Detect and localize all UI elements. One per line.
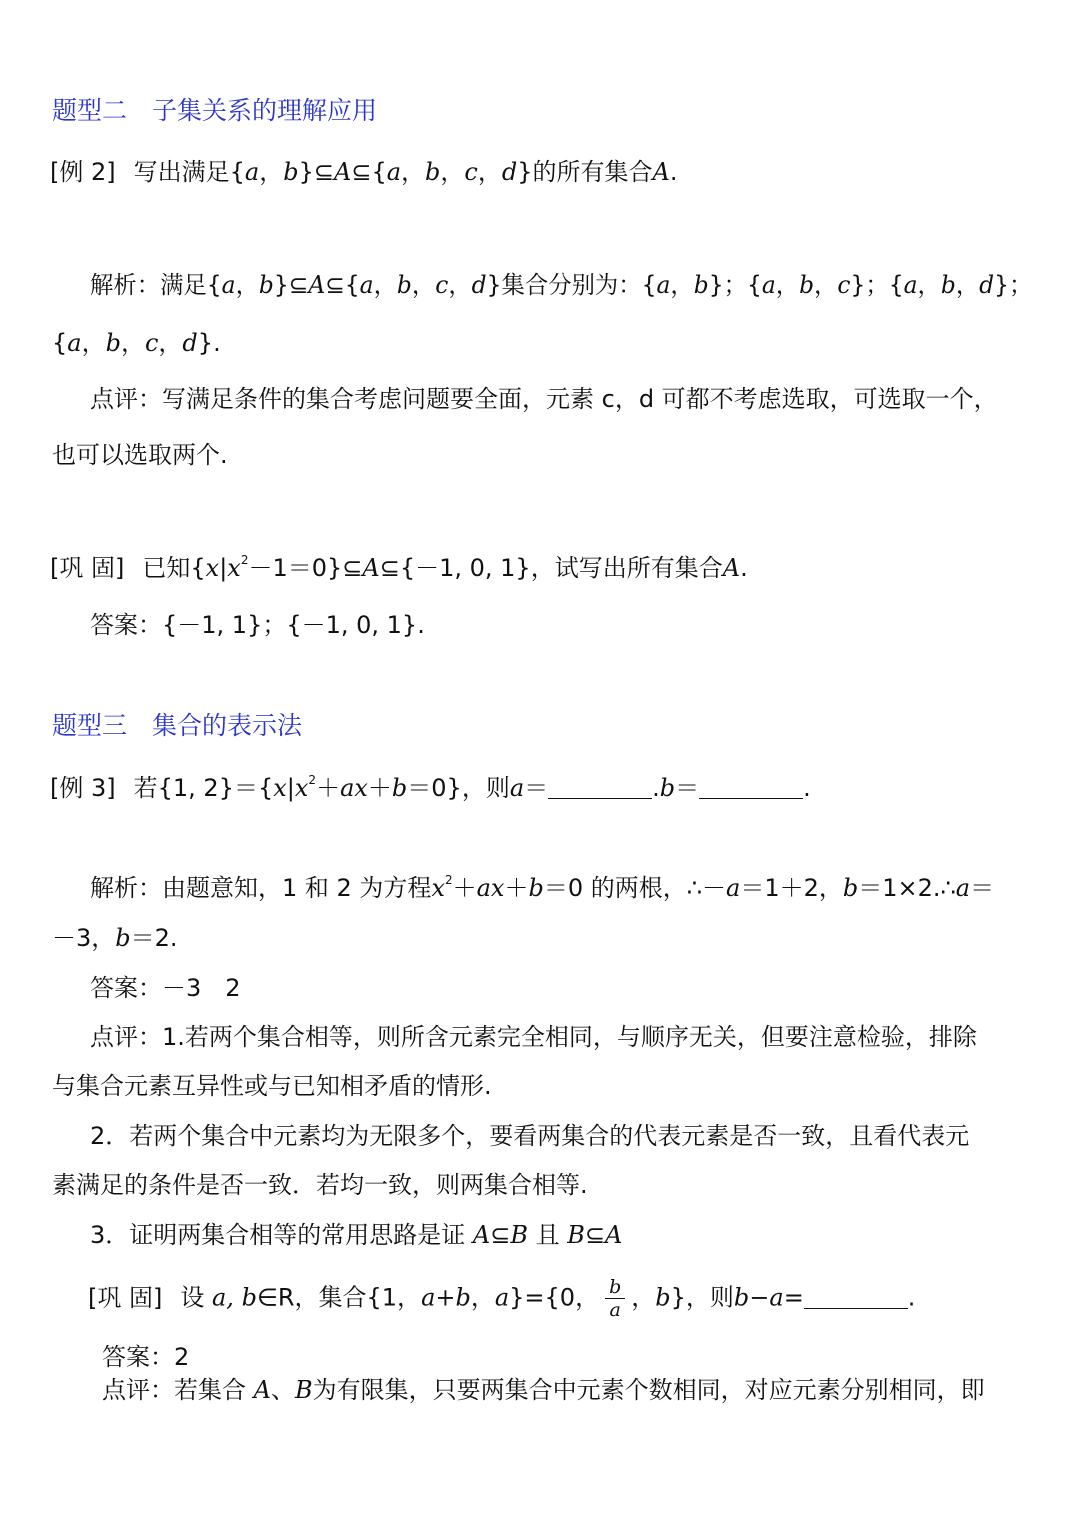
example-2-comment-line-2: 也可以选取两个. (52, 441, 228, 469)
answer-blank-a[interactable] (548, 774, 652, 799)
answer-blank-b[interactable] (699, 774, 803, 799)
consolidation-1-question: [巩 固] 已知$\{x|x^2-1=0\}⊆A⊆\{-1$, 0, 1}，试写出所有集合A. (50, 553, 748, 582)
consolidation-2-comment-line-1: 点评：若集合 A、B为有限集，只要两集合中元素个数相同，对应元素分别相同，即 (102, 1376, 985, 1404)
consolidation-2-question: [巩 固] 设 a, b∈R，集合{1，a+b，a}={0， $\frac{b}{a}$ ，b}，则b−a= . (88, 1276, 916, 1321)
example-3-solution-line-2: －3，b＝2. (52, 924, 178, 952)
example-3-comment-line-2: 与集合元素互异性或与已知相矛盾的情形. (52, 1072, 492, 1100)
example-3-answer: 答案：－3 2 (90, 974, 241, 1002)
example-3-tag: [例 3] (50, 774, 116, 802)
section-heading-type2: 题型二 子集关系的理解应用 (52, 96, 378, 125)
example-2-tag: [例 2] (50, 158, 116, 186)
example-3-question: [例 3] 若{1, $2\}=\{x|x^2+ax+b=0\}$，则a＝ .b＝ . (50, 773, 811, 802)
answer-blank-b-minus-a[interactable] (804, 1284, 908, 1309)
example-3-comment-line-3: 2．若两个集合中元素均为无限多个，要看两集合的代表元素是否一致，且看代表元 (90, 1122, 970, 1150)
consolidation-2-tag: [巩 固] (88, 1283, 163, 1312)
example-3-comment-line-4: 素满足的条件是否一致．若均一致，则两集合相等. (52, 1171, 588, 1199)
example-3-solution-line-1: 解析：由题意知，1 和 2 为方程$x^2+ax+b=0$ 的两根，∴－a＝1＋2，b＝1×2.∴a＝ (90, 873, 995, 902)
example-3-comment-line-5: 3．证明两集合相等的常用思路是证 A⊆B 且 B⊆A (90, 1221, 623, 1249)
example-2-question: [例 2] 写出满足{a，b}⊆A⊆{a，b，c，d}的所有集合A. (50, 158, 678, 186)
consolidation-1-answer: 答案：{－1, 1}；{－1, 0, 1}. (90, 611, 425, 639)
example-3-comment-line-1: 点评：1.若两个集合相等，则所含元素完全相同，与顺序无关，但要注意检验，排除 (90, 1023, 977, 1051)
section-heading-type3: 题型三 集合的表示法 (52, 711, 303, 740)
example-2-comment-line-1: 点评：写满足条件的集合考虑问题要全面，元素 c，d 可都不考虑选取，可选取一个， (90, 385, 998, 413)
fraction-b-over-a: $\frac{b}{a}$ (605, 1276, 625, 1321)
example-2-solution-line-1: 解析：满足{a，b}⊆A⊆{a，b，c，d}集合分别为：{a，b}；{a，b，c}；{a，b，d}； (90, 271, 1033, 299)
consolidation-1-tag: [巩 固] (50, 554, 125, 582)
consolidation-2-answer: 答案：2 (102, 1343, 190, 1371)
example-2-solution-line-2: {a，b，c，d}. (52, 329, 221, 357)
